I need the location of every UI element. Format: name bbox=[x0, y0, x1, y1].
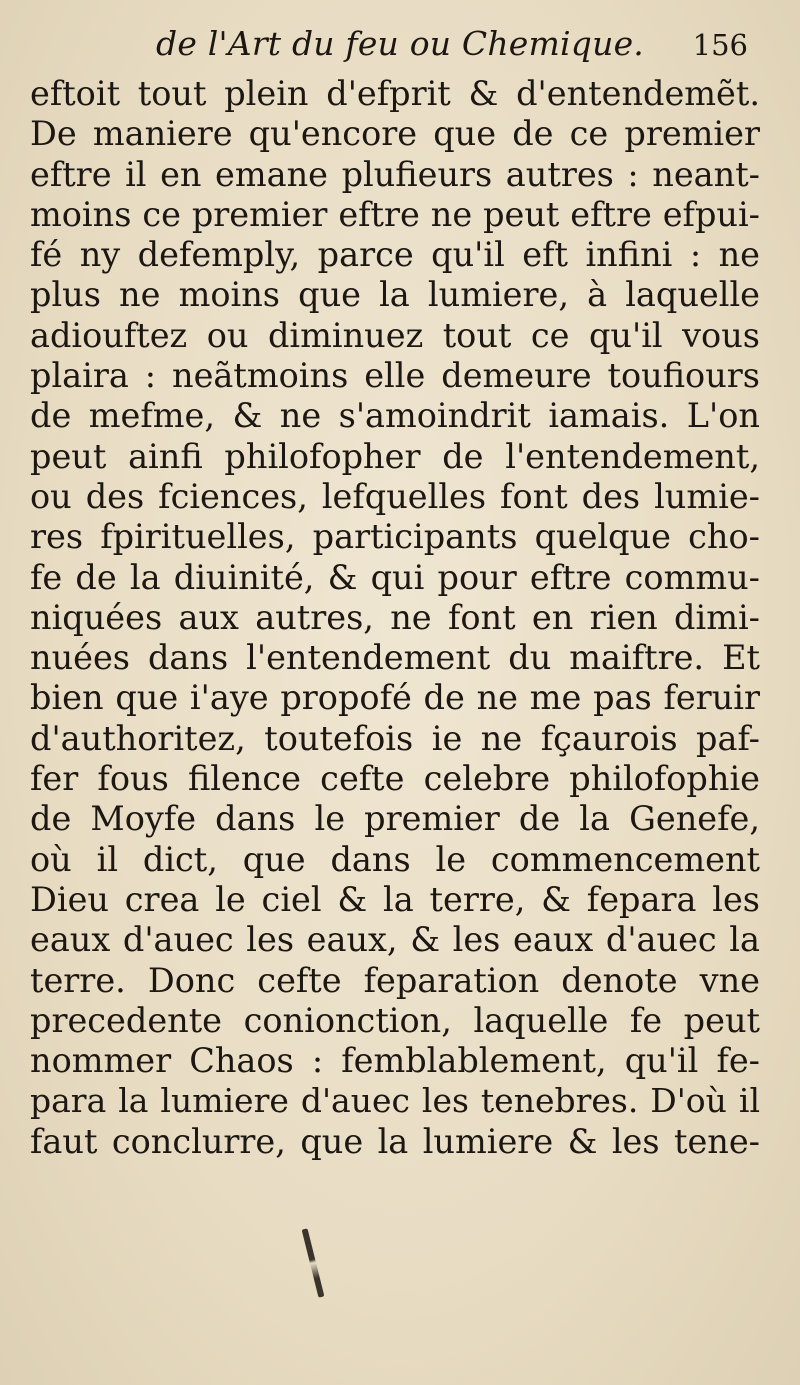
text-line: plaira : neãtmoins elle demeure toufiours bbox=[30, 356, 760, 396]
page-number: 156 bbox=[692, 28, 748, 62]
text-line: où il dict, que dans le commencement bbox=[30, 839, 760, 879]
text-line: fer fous filence cefte celebre philofophie bbox=[30, 759, 760, 799]
text-line: eftre il en emane plufieurs autres : neant- bbox=[30, 154, 760, 194]
text-line: peut ainfi philofopher de l'entendement, bbox=[30, 436, 760, 476]
text-line: nommer Chaos : femblablement, qu'il fe- bbox=[30, 1041, 760, 1081]
text-line: fe de la diuinité, & qui pour eftre commu- bbox=[30, 557, 760, 597]
text-line: precedente conionction, laquelle fe peut bbox=[30, 1000, 760, 1040]
text-line: eftoit tout plein d'efprit & d'entendemẽt. bbox=[30, 74, 760, 113]
text-line: nuées dans l'entendement du maiftre. Et bbox=[30, 638, 760, 678]
text-line: adiouftez ou diminuez tout ce qu'il vous bbox=[30, 315, 760, 355]
text-line: ou des fciences, lefquelles font des lumie- bbox=[30, 476, 760, 516]
text-line: eaux d'auec les eaux, & les eaux d'auec la bbox=[30, 920, 760, 960]
text-line: Dieu crea le ciel & la terre, & fepara les bbox=[30, 879, 760, 919]
running-title: de l'Art du feu ou Chemique. bbox=[156, 24, 644, 63]
text-line: res fpirituelles, participants quelque cho- bbox=[30, 517, 760, 557]
text-line: faut conclurre, que la lumiere & les tene- bbox=[30, 1121, 760, 1161]
text-line: d'authoritez, toutefois ie ne fçaurois paf- bbox=[30, 718, 760, 758]
text-line: de Moyfe dans le premier de la Genefe, bbox=[30, 799, 760, 839]
text-line: plus ne moins que la lumiere, à laquelle bbox=[30, 275, 760, 315]
text-line: bien que i'aye propofé de ne me pas feruir bbox=[30, 678, 760, 718]
text-line: terre. Donc cefte feparation denote vne bbox=[30, 960, 760, 1000]
page-header bbox=[0, 24, 800, 68]
ink-mark-decoration bbox=[302, 1228, 325, 1297]
text-line: para la lumiere d'auec les tenebres. D'où il bbox=[30, 1081, 760, 1121]
body-text bbox=[30, 74, 760, 1162]
text-line: De maniere qu'encore que de ce premier bbox=[30, 114, 760, 154]
text-line: niquées aux autres, ne font en rien dimi- bbox=[30, 597, 760, 637]
text-line: fé ny defemply, parce qu'il eft infini : ne bbox=[30, 235, 760, 275]
text-line: de mefme, & ne s'amoindrit iamais. L'on bbox=[30, 396, 760, 436]
text-line: moins ce premier eftre ne peut eftre efpui- bbox=[30, 194, 760, 234]
